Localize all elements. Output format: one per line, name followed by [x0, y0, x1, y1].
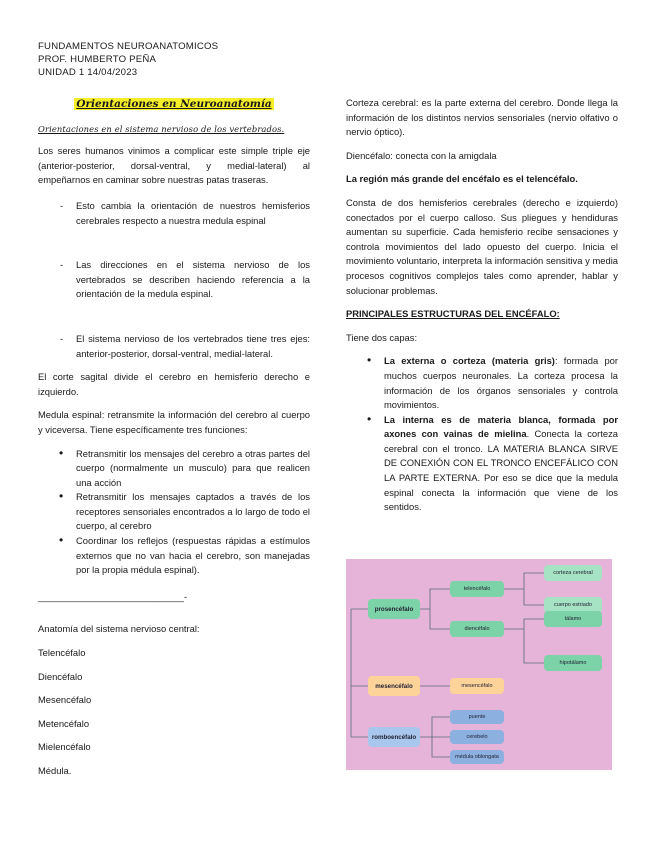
mesencefalo-node: mesencéfalo: [368, 676, 420, 696]
right-column: [346, 96, 618, 515]
left-column: [38, 96, 310, 779]
region-paragraph: La región más grande del encéfalo es el telencéfalo.: [346, 173, 578, 185]
functions-list: [38, 447, 310, 578]
dash-item: - El sistema nervioso de los vertebrados tiene tres ejes: anterior-posterior, dorsal-ventral, medial-lateral.: [38, 332, 310, 361]
layer-term: La externa o corteza: [384, 355, 486, 367]
anatomy-item: Médula.: [38, 765, 72, 776]
diencefalo-node: diencéfalo: [450, 621, 504, 637]
section-title: Orientaciones en Neuroanatomía: [76, 98, 272, 110]
medula-paragraph: Medula espinal: retransmite la información del cerebro al cuerpo y viceversa. Tiene específicamente tres funciones:: [38, 409, 310, 435]
section-subtitle: Orientaciones en el sistema nervioso de los vertebrados.: [38, 123, 285, 134]
consta-paragraph: Consta de dos hemisferios cerebrales (derecho e izquierdo) conectados por el cuerpo calloso. Sus pliegues y hendiduras aumentan su superficie. Cada hemisferio recibe sensaciones y controla movimientos del lado opuesto del cuerpo. Inicia el movimiento voluntario, interpreta la información sensitiva y media procesos cognitivos complejos tales como aprender, hablar y solucionar problemas.: [346, 196, 618, 296]
function-item: • Coordinar los reflejos (respuestas rápidas a estímulos externos que no van hacia el cerebro, son manejadas por la propia médula espinal).: [38, 534, 310, 578]
function-item: • Retransmitir los mensajes captados a través de los receptores sensoriales encontrados a lo largo de todo el cuerpo, al cerebro: [38, 490, 310, 534]
dash-item: - Esto cambia la orientación de nuestros hemisferios cerebrales respecto a nuestra medula espinal: [38, 199, 310, 228]
intro-paragraph: Los seres humanos vinimos a complicar este simple triple eje (anterior-posterior, dorsal-ventral, y medial-lateral) al empeñarnos en caminar sobre nuestras patas traseras.: [38, 145, 310, 186]
brain-structure-diagram: [346, 559, 612, 770]
mesencefalo-sub-node: mesencéfalo: [450, 678, 504, 694]
layer-desc: . Conecta la corteza cerebral con el tronco. LA MATERIA BLANCA SIRVE DE CONEXIÓN CON EL TRONCO ENCEFÁLICO CON LA PARTE EXTERNA. Por eso se dice que la medula espinal conecta la información que viene de los sentidos.: [384, 428, 618, 513]
dash-list: [38, 199, 310, 361]
anatomy-list: [38, 646, 310, 779]
sagital-paragraph: El corte sagital divide el cerebro en hemisferio derecho e izquierdo.: [38, 371, 310, 397]
cuerpo-estriado-node: cuerpo estriado: [544, 597, 602, 613]
layer-item: [346, 354, 618, 412]
anatomy-item: Telencéfalo: [38, 647, 86, 659]
cerebelo-node: cerebelo: [450, 730, 504, 744]
puente-node: puente: [450, 710, 504, 724]
separator-line: ____________________________-: [38, 590, 188, 602]
document-header: [38, 40, 218, 79]
layers-intro: Tiene dos capas:: [346, 331, 418, 343]
anatomy-item: Mesencéfalo: [38, 694, 92, 706]
medula-oblongata-node: médula oblongata: [450, 750, 504, 764]
telencefalo-node: telencéfalo: [450, 581, 504, 597]
structures-heading: PRINCIPALES ESTRUCTURAS DEL ENCÉFALO:: [346, 308, 560, 320]
talamo-node: tálamo: [544, 611, 602, 627]
anatomy-item: Diencéfalo: [38, 670, 83, 682]
anatomy-item: Mielencéfalo: [38, 741, 91, 753]
professor-name: PROF. HUMBERTO PEÑA: [38, 54, 157, 65]
unit-date: UNIDAD 1 14/04/2023: [38, 67, 138, 78]
hipotalamo-node: hipotálamo: [544, 655, 602, 671]
corteza-paragraph: Corteza cerebral: es la parte externa del cerebro. Donde llega la información de los distintos nervios sensoriales (nervio olfativo o nervio óptico).: [346, 97, 618, 138]
layer-desc: : formada por muchos cuerpos neuronales. La corteza procesa la información de los órganos sensoriales y controla movimientos.: [384, 355, 618, 411]
diencefalo-paragraph: Diencéfalo: conecta con la amigdala: [346, 149, 497, 161]
function-item: • Retransmitir los mensajes del cerebro a otras partes del cuerpo (normalmente un musculo) para que realicen una acción: [38, 447, 310, 491]
layer-paren: (materia gris): [485, 355, 555, 367]
romboencefalo-node: romboencéfalo: [368, 727, 420, 747]
layer-term: La interna es de materia blanca, formada por axones con vainas de mielina: [384, 413, 618, 440]
corteza-cerebral-node: corteza cerebral: [544, 565, 602, 581]
dash-item: - Las direcciones en el sistema nervioso de los vertebrados se describen haciendo referencia a la orientación de la medula espinal.: [38, 258, 310, 302]
course-title: FUNDAMENTOS NEUROANATOMICOS: [38, 41, 219, 52]
layers-list: [346, 354, 618, 515]
anatomy-title: Anatomía del sistema nervioso central:: [38, 623, 200, 635]
prosencefalo-node: prosencéfalo: [368, 599, 420, 619]
anatomy-item: Metencéfalo: [38, 717, 90, 729]
layer-item: [346, 413, 618, 515]
